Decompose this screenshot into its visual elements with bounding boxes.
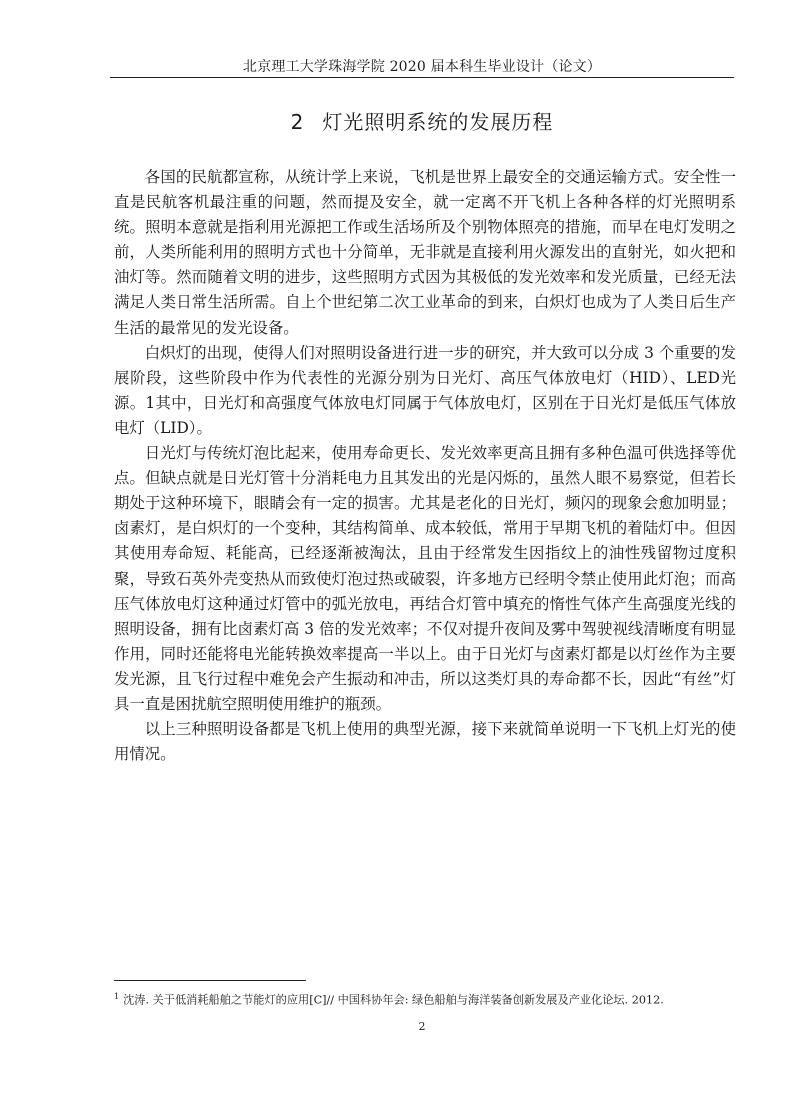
page-number: 2 [418, 1020, 426, 1033]
chapter-title-text: 灯光照明系统的发展历程 [322, 110, 554, 134]
footnote-rule [114, 980, 306, 981]
body-text [114, 165, 736, 767]
footnote [114, 988, 736, 1009]
paragraph-4: 以上三种照明设备都是飞机上使用的典型光源，接下来就简单说明一下飞机上灯光的使用情况。 [114, 720, 736, 764]
paragraph-3: 日光灯与传统灯泡比起来，使用寿命更长、发光效率更高且拥有多种色温可供选择等优点。但缺点就是日光灯管十分消耗电力且其发出的光是闪烁的，虽然人眼不易察觉，但若长期处于这种环境下，眼睛会有一定的损害。尤其是老化的日光灯，频闪的现象会愈加明显；卤素灯，是白炽灯的一个变种，其结构简单、成本较低，常用于早期飞机的着陆灯中。但因其使用寿命短、耗能高，已经逐渐被淘汰，且由于经常发生因指纹上的油性残留物过度积聚，导致石英外壳变热从而致使灯泡过热或破裂，许多地方已经明令禁止使用此灯泡；而高压气体放电灯这种通过灯管中的弧光放电，再结合灯管中填充的惰性气体产生高强度光线的照明设备，拥有比卤素灯高 3 倍的发光效率；不仅对提升夜间及雾中驾驶视线清晰度有明显作用，同时还能将电光能转换效率提高一半以上。由于日光灯与卤素灯都是以灯丝作为主要发光源，且飞行过程中难免会产生振动和冲击，所以这类灯具的寿命都不长，因此“有丝”灯具一直是困扰航空照明使用维护的瓶颈。 [114, 444, 736, 713]
header-rule [110, 77, 734, 78]
chapter-number: 2 [290, 110, 305, 134]
footnote-marker: 1 [114, 992, 120, 1001]
footnote-text: 沈涛. 关于低消耗船舶之节能灯的应用[C]// 中国科协年会: 绿色船舶与海洋装备创新发展及产业化论坛. 2012. [123, 993, 664, 1007]
running-header: 北京理工大学珠海学院 2020 届本科生毕业设计（论文） [242, 59, 602, 75]
paragraph-2: 白炽灯的出现，使得人们对照明设备进行进一步的研究，并大致可以分成 3 个重要的发展阶段，这些阶段中作为代表性的光源分别为日光灯、高压气体放电灯（HID）、LED光源。1其中，日光灯和高强度气体放电灯同属于气体放电灯，区别在于日光灯是低压气体放电灯（LID）。 [114, 343, 736, 437]
chapter-title [110, 106, 734, 135]
paragraph-1: 各国的民航都宣称，从统计学上来说，飞机是世界上最安全的交通运输方式。安全性一直是民航客机最注重的问题，然而提及安全，就一定离不开飞机上各种各样的灯光照明系统。照明本意就是指利用光源把工作或生活场所及个别物体照亮的措施，而早在电灯发明之前，人类所能利用的照明方式也十分简单，无非就是直接利用火源发出的直射光，如火把和油灯等。然而随着文明的进步，这些照明方式因为其极低的发光效率和发光质量，已经无法满足人类日常生活所需。自上个世纪第二次工业革命的到来，白炽灯也成为了人类日后生产生活的最常见的发光设备。 [114, 168, 736, 337]
